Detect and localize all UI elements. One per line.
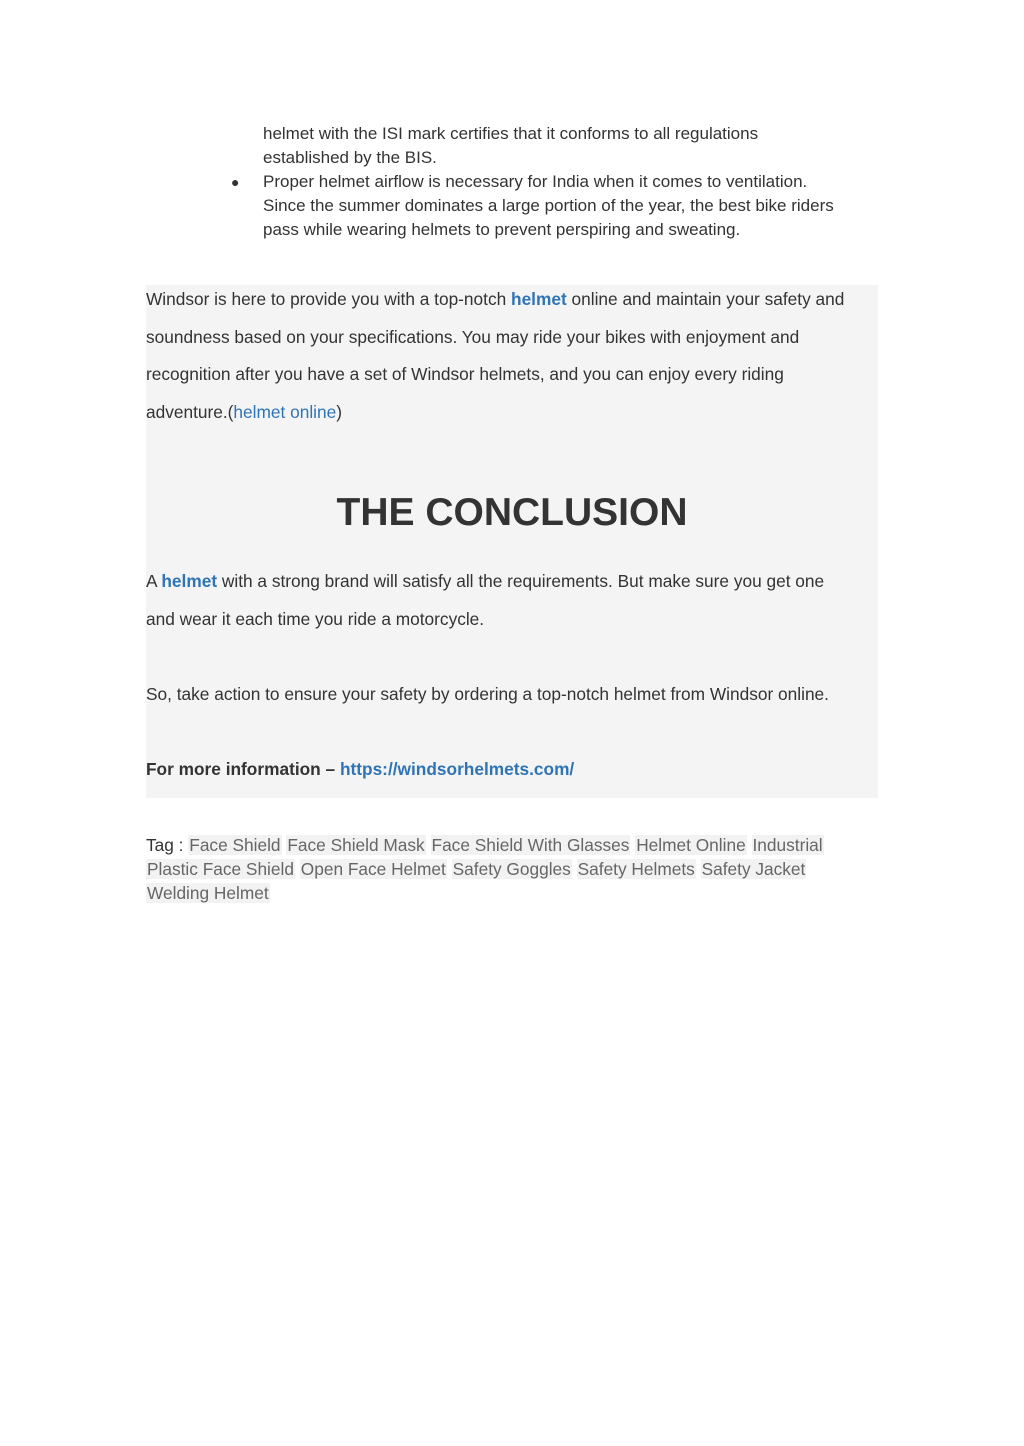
tag-link[interactable]: Safety Jacket xyxy=(701,859,806,879)
bullet-line: established by the BIS. xyxy=(263,148,437,167)
intro-text: recognition after you have a set of Windsor helmets, and you can enjoy every riding xyxy=(146,364,784,384)
tag-list xyxy=(146,833,878,905)
tag-link[interactable]: Face Shield With Glasses xyxy=(431,835,630,855)
more-info-label: For more information – xyxy=(146,759,340,779)
conclusion-text: and wear it each time you ride a motorcycle. xyxy=(146,608,485,629)
conclusion-text: with a strong brand will satisfy all the requirements. But make sure you get one xyxy=(217,571,825,591)
tag-link[interactable]: Safety Helmets xyxy=(577,859,695,879)
tag-link[interactable]: Plastic Face Shield xyxy=(147,859,294,879)
tag-link[interactable]: Safety Goggles xyxy=(452,859,571,879)
helmet-link[interactable]: helmet xyxy=(511,289,567,309)
tag-link[interactable]: Open Face Helmet xyxy=(300,859,446,879)
intro-text: adventure.( xyxy=(146,401,234,422)
intro-text: soundness based on your specifications. You may ride your bikes with enjoyment and xyxy=(146,326,800,347)
intro-text: Windsor is here to provide you with a top-notch xyxy=(146,289,512,309)
tag-link[interactable]: Face Shield Mask xyxy=(287,835,425,855)
bullet-line: pass while wearing helmets to prevent perspiring and sweating. xyxy=(263,220,741,239)
tag-link[interactable]: Helmet Online xyxy=(636,835,746,855)
intro-text: online and maintain your safety and xyxy=(566,289,845,309)
tag-link[interactable]: Industrial xyxy=(752,835,823,855)
tag-label: Tag : xyxy=(146,835,189,855)
bullet-item-isi xyxy=(263,122,893,170)
intro-paragraph xyxy=(146,281,878,431)
bullet-list xyxy=(263,122,893,242)
conclusion-heading: THE CONCLUSION xyxy=(336,491,688,534)
action-paragraph: So, take action to ensure your safety by ordering a top-notch helmet from Windsor online. xyxy=(146,684,829,704)
helmet-link[interactable]: helmet xyxy=(161,571,218,591)
tag-link[interactable]: Face Shield xyxy=(189,835,281,855)
more-info-paragraph xyxy=(146,751,878,789)
bullet-line: helmet with the ISI mark certifies that it conforms to all regulations xyxy=(263,124,759,143)
intro-text: ) xyxy=(336,401,342,422)
tag-link[interactable]: Welding Helmet xyxy=(147,883,269,903)
conclusion-text: A xyxy=(146,571,162,591)
bullet-line: Proper helmet airflow is necessary for India when it comes to ventilation. xyxy=(263,172,808,191)
bullet-item-airflow xyxy=(263,170,893,242)
website-link[interactable]: https://windsorhelmets.com/ xyxy=(339,759,575,779)
bullet-line: Since the summer dominates a large portion of the year, the best bike riders xyxy=(263,196,834,215)
conclusion-paragraph xyxy=(146,563,878,638)
helmet-online-link[interactable]: helmet online xyxy=(233,401,337,422)
